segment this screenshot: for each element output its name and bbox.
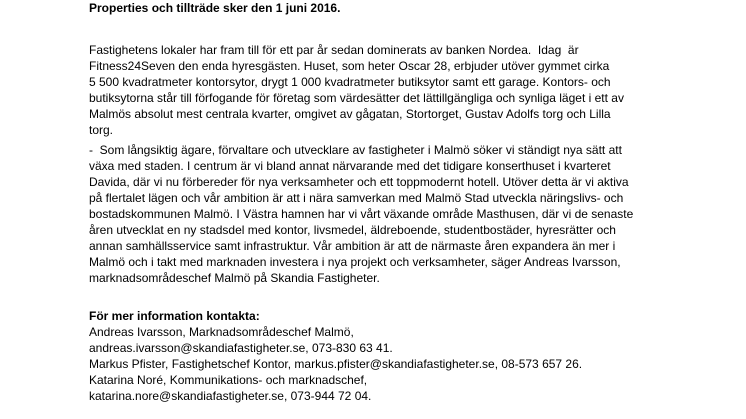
paragraph-line: annan samhällsservice samt infrastruktur. Vår ambition är att de närmaste åren expandera än mer i — [89, 239, 616, 253]
paragraph-line: torg. — [89, 123, 114, 137]
paragraph-property-description — [89, 42, 624, 138]
paragraph-line: 5 500 kvadratmeter kontorsytor, drygt 1 000 kvadratmeter butiksytor samt ett garage. Kontors- och — [89, 75, 611, 89]
paragraph-line: marknadsområdeschef Malmö på Skandia Fastigheter. — [89, 271, 380, 285]
paragraph-line: åren utvecklat en ny stadsdel med kontor, livsmedel, äldreboende, studentbostäder, hyresrätter och — [89, 223, 616, 237]
contact-line: Andreas Ivarsson, Marknadsområdeschef Malmö, — [89, 325, 354, 339]
contact-line: Katarina Noré, Kommunikations- och marknadschef, — [89, 373, 368, 387]
contact-line[interactable]: Markus Pfister, Fastighetschef Kontor, markus.pfister@skandiafastigheter.se, 08-573 657 26. — [89, 357, 583, 371]
paragraph-quote — [89, 142, 633, 286]
header-text: Properties och tillträde sker den 1 juni 2016. — [89, 1, 341, 15]
paragraph-line: på flertalet lägen och vår ambition är att i nära samverkan med Malmö Stad utveckla näringslivs- och — [89, 191, 624, 205]
paragraph-line: - Som långsiktig ägare, förvaltare och utvecklare av fastigheter i Malmö söker vi ständigt nya sätt att — [89, 143, 622, 157]
contact-email-phone[interactable]: andreas.ivarsson@skandiafastigheter.se, 073-830 63 41. — [89, 341, 393, 355]
contact-heading: För mer information kontakta: — [89, 309, 260, 323]
paragraph-line: bostadskommunen Malmö. I Västra hamnen har vi vårt växande område Masthusen, där vi de senaste — [89, 207, 634, 221]
paragraph-line: Davida, där vi nu förbereder för nya verksamheter och ett toppmodernt hotell. Utöver detta är vi aktiva — [89, 175, 629, 189]
contact-section — [89, 308, 582, 404]
paragraph-line: Malmös absolut mest centrala kvarter, omgivet av gågatan, Stortorget, Gustav Adolfs torg och Lilla — [89, 107, 611, 121]
paragraph-line: växa med staden. I centrum är vi bland annat närvarande med det tidigare konserthuset i kvarteret — [89, 159, 611, 173]
header-line — [89, 0, 340, 16]
paragraph-line: butiksytorna står till förfogande för företag som värdesätter det lättillgängliga och synliga läget i ett av — [89, 91, 624, 105]
paragraph-line: Fitness24Seven den enda hyresgästen. Huset, som heter Oscar 28, erbjuder utöver gymmet cirka — [89, 59, 610, 73]
paragraph-line: Malmö och i takt med marknaden investera i nya projekt och verksamheter, säger Andreas Ivarsson, — [89, 255, 621, 269]
contact-email-phone[interactable]: katarina.nore@skandiafastigheter.se, 073-944 72 04. — [89, 389, 372, 403]
paragraph-line: Fastighetens lokaler har fram till för ett par år sedan dominerats av banken Nordea. Idag är — [89, 43, 579, 57]
